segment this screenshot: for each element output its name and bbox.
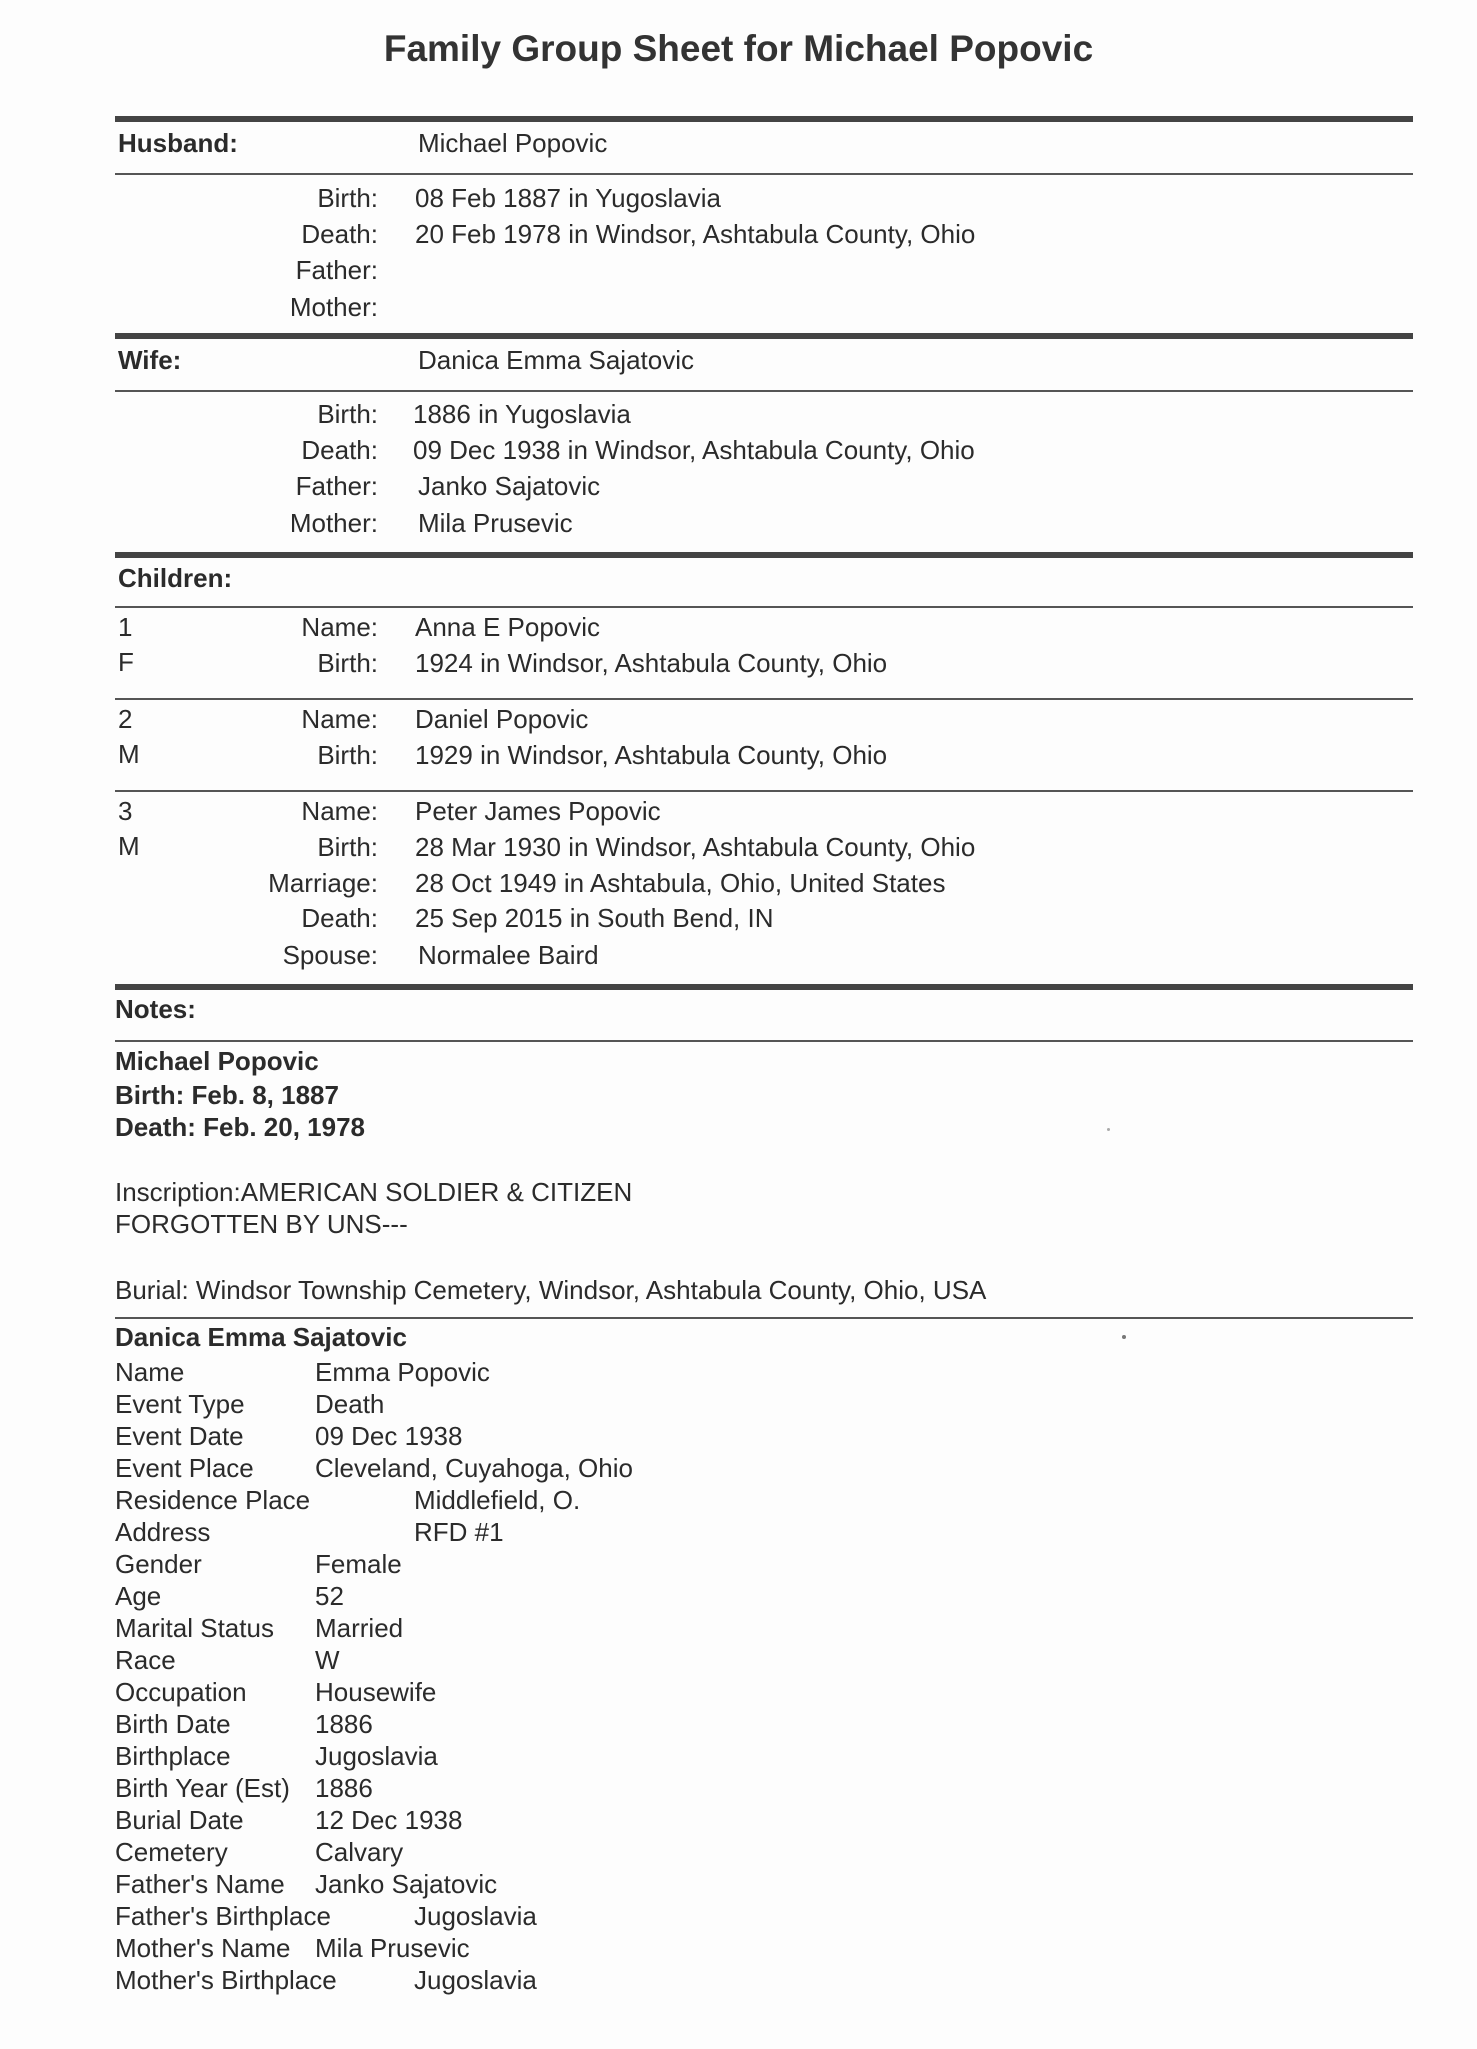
section-divider (115, 116, 1413, 122)
child-birth-value: 28 Mar 1930 in Windsor, Ashtabula County, Ohio (415, 832, 976, 862)
child-birth-label: Birth: (317, 740, 378, 770)
detail-label: Age (115, 1581, 162, 1611)
detail-value: 52 (315, 1581, 344, 1611)
note-inscription-line-2: FORGOTTEN BY UNS--- (115, 1209, 408, 1239)
detail-label: Marital Status (115, 1613, 274, 1643)
husband-birth-value: 08 Feb 1887 in Yugoslavia (415, 183, 721, 213)
wife-birth-value: 1886 in Yugoslavia (413, 399, 631, 429)
child-death-value: 25 Sep 2015 in South Bend, IN (415, 903, 774, 933)
children-section-label: Children: (118, 563, 233, 593)
divider (115, 790, 1413, 792)
section-divider (115, 333, 1413, 339)
wife-birth-label: Birth: (317, 399, 378, 429)
detail-value: Jugoslavia (414, 1901, 537, 1931)
detail-value: 1886 (315, 1709, 373, 1739)
detail-value: Janko Sajatovic (315, 1869, 498, 1899)
detail-label: Event Date (115, 1421, 244, 1451)
detail-label: Birthplace (115, 1741, 231, 1771)
husband-father-label: Father: (295, 255, 378, 285)
note-heading-michael: Michael Popovic (115, 1046, 319, 1076)
detail-value: Death (315, 1389, 385, 1419)
detail-label: Gender (115, 1549, 202, 1579)
child-marriage-label: Marriage: (268, 868, 378, 898)
detail-value: 1886 (315, 1773, 373, 1803)
detail-label: Birth Year (Est) (115, 1773, 290, 1803)
divider (115, 606, 1413, 608)
child-name-value: Peter James Popovic (415, 796, 661, 826)
child-number: 3 (118, 796, 133, 826)
detail-label: Father's Name (115, 1869, 285, 1899)
wife-section-label: Wife: (118, 345, 182, 375)
detail-value: Jugoslavia (414, 1965, 537, 1995)
child-sex: M (118, 739, 140, 769)
wife-mother-label: Mother: (289, 508, 378, 538)
detail-label: Occupation (115, 1677, 247, 1707)
detail-value: Calvary (315, 1837, 404, 1867)
detail-value: Housewife (315, 1677, 437, 1707)
child-sex: M (118, 831, 140, 861)
section-divider (115, 984, 1413, 990)
detail-value: 09 Dec 1938 (315, 1421, 463, 1451)
child-number: 1 (118, 612, 133, 642)
note-heading-danica: Danica Emma Sajatovic (115, 1322, 407, 1352)
child-marriage-value: 28 Oct 1949 in Ashtabula, Ohio, United States (415, 868, 946, 898)
husband-death-label: Death: (301, 219, 378, 249)
detail-label: Address (115, 1517, 211, 1547)
child-spouse-label: Spouse: (282, 940, 378, 970)
husband-birth-label: Birth: (317, 183, 378, 213)
scan-speck (1122, 1335, 1126, 1339)
husband-mother-label: Mother: (289, 292, 378, 322)
detail-value: Middlefield, O. (414, 1485, 581, 1515)
detail-label: Father's Birthplace (115, 1901, 331, 1931)
child-spouse-value: Normalee Baird (418, 940, 599, 970)
divider (115, 1040, 1413, 1042)
detail-value: Female (315, 1549, 402, 1579)
page-title: Family Group Sheet for Michael Popovic (383, 28, 1094, 69)
detail-value: 12 Dec 1938 (315, 1805, 463, 1835)
child-name-label: Name: (301, 612, 378, 642)
child-birth-value: 1924 in Windsor, Ashtabula County, Ohio (415, 648, 888, 678)
divider (115, 1317, 1413, 1319)
detail-label: Race (115, 1645, 176, 1675)
child-death-label: Death: (301, 903, 378, 933)
wife-father-label: Father: (295, 471, 378, 501)
detail-value: Cleveland, Cuyahoga, Ohio (315, 1453, 633, 1483)
detail-label: Cemetery (115, 1837, 228, 1867)
detail-value: W (315, 1645, 340, 1675)
husband-death-value: 20 Feb 1978 in Windsor, Ashtabula County, Ohio (415, 219, 976, 249)
detail-label: Mother's Birthplace (115, 1965, 337, 1995)
child-name-label: Name: (301, 704, 378, 734)
note-birth-line: Birth: Feb. 8, 1887 (115, 1080, 339, 1110)
husband-section-label: Husband: (118, 128, 238, 158)
wife-mother-value: Mila Prusevic (418, 508, 573, 538)
detail-value: Married (315, 1613, 404, 1643)
divider (115, 390, 1413, 392)
detail-value: Mila Prusevic (315, 1933, 470, 1963)
wife-name: Danica Emma Sajatovic (418, 345, 694, 375)
notes-section-label: Notes: (115, 994, 196, 1024)
detail-value: RFD #1 (414, 1517, 504, 1547)
detail-label: Birth Date (115, 1709, 231, 1739)
detail-label: Burial Date (115, 1805, 244, 1835)
detail-label: Name (115, 1357, 185, 1387)
child-birth-label: Birth: (317, 648, 378, 678)
divider (115, 173, 1413, 175)
detail-label: Event Place (115, 1453, 254, 1483)
child-name-value: Anna E Popovic (415, 612, 601, 642)
child-sex: F (118, 647, 134, 677)
child-number: 2 (118, 704, 133, 734)
divider (115, 698, 1413, 700)
detail-value: Emma Popovic (315, 1357, 490, 1387)
child-birth-label: Birth: (317, 832, 378, 862)
wife-death-value: 09 Dec 1938 in Windsor, Ashtabula County, Ohio (413, 435, 975, 465)
detail-label: Mother's Name (115, 1933, 291, 1963)
child-name-value: Daniel Popovic (415, 704, 589, 734)
note-burial: Burial: Windsor Township Cemetery, Windsor, Ashtabula County, Ohio, USA (115, 1275, 987, 1305)
wife-death-label: Death: (301, 435, 378, 465)
note-death-line: Death: Feb. 20, 1978 (115, 1112, 365, 1142)
detail-value: Jugoslavia (315, 1741, 438, 1771)
detail-label: Residence Place (115, 1485, 311, 1515)
wife-father-value: Janko Sajatovic (418, 471, 601, 501)
child-birth-value: 1929 in Windsor, Ashtabula County, Ohio (415, 740, 888, 770)
child-name-label: Name: (301, 796, 378, 826)
detail-label: Event Type (115, 1389, 245, 1419)
husband-name: Michael Popovic (418, 128, 608, 158)
section-divider (115, 552, 1413, 558)
scan-speck (1107, 1128, 1110, 1131)
note-inscription-line-1: Inscription:AMERICAN SOLDIER & CITIZEN (115, 1177, 633, 1207)
